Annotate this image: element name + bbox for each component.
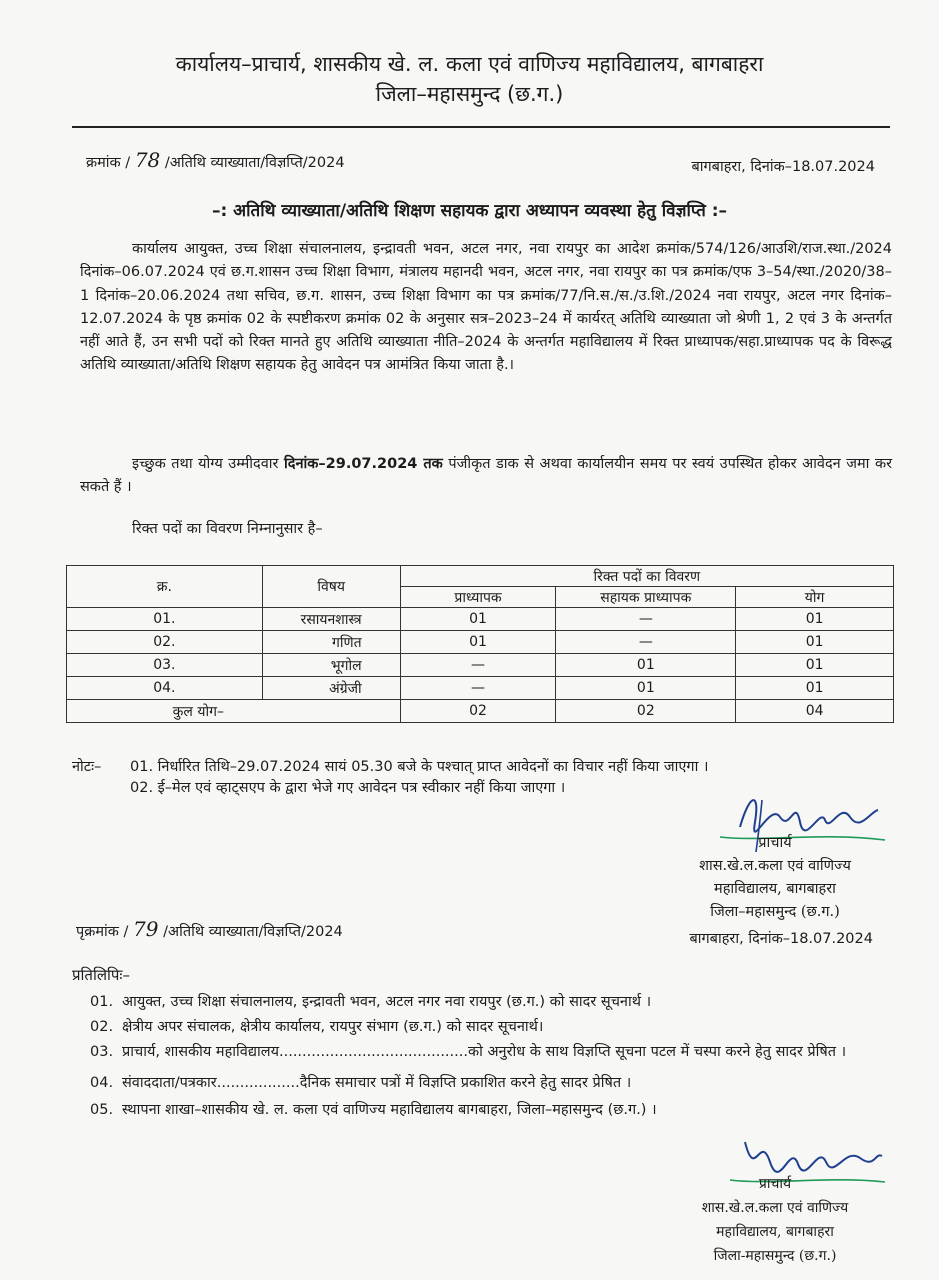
copies-heading: प्रतिलिपिः–	[72, 966, 130, 984]
table-row	[67, 677, 894, 700]
list-item	[90, 990, 895, 1015]
list-item-number: 05.	[90, 1102, 114, 1118]
cell-total: 01	[736, 677, 894, 700]
list-item-text: आयुक्त, उच्च शिक्षा संचालनालय, इन्द्रावती भवन, अटल नगर नवा रायपुर (छ.ग.) को सादर सूचनार्थ ।	[122, 994, 652, 1010]
cell-sno: 03.	[67, 654, 263, 677]
signatory-college: महाविद्यालय, बागबाहरा	[716, 1224, 834, 1240]
cell-subject: अंग्रेजी	[262, 677, 400, 700]
list-item-number: 04.	[90, 1075, 114, 1091]
column-header-asst-professor: सहायक प्राध्यापक	[556, 587, 736, 608]
cell-asst-professor: 01	[556, 677, 736, 700]
notes-block	[72, 757, 708, 799]
header-divider	[72, 126, 890, 128]
table-row	[67, 654, 894, 677]
signatory-district: जिला–महासमुन्द (छ.ग.)	[710, 904, 840, 920]
notice-paragraph-2	[80, 453, 892, 500]
table-header-row	[67, 566, 894, 587]
cell-sum-label: कुल योग–	[67, 700, 401, 723]
signatory-institution: शास.खे.ल.कला एवं वाणिज्य	[699, 858, 851, 874]
column-header-sno: क्र.	[67, 566, 263, 608]
note-2: 02. ई–मेल एवं व्हाट्सएप के द्वारा भेजे गए आवेदन पत्र स्वीकार नहीं किया जाएगा ।	[130, 780, 566, 796]
table-row	[67, 608, 894, 631]
cell-professor: 01	[400, 608, 556, 631]
reference-number-2	[76, 917, 343, 941]
signature-block-1	[660, 832, 890, 924]
notice-title: –: अतिथि व्याख्याता/अतिथि शिक्षण सहायक द्वारा अध्यापन व्यवस्था हेतु विज्ञप्ति :–	[211, 201, 728, 221]
column-header-professor: प्राध्यापक	[400, 587, 556, 608]
office-header-line1: कार्यालय–प्राचार्य, शासकीय खे. ल. कला एवं वाणिज्य महाविद्यालय, बागबाहरा	[175, 52, 764, 76]
application-deadline: दिनांक–29.07.2024 तक	[284, 456, 443, 472]
signatory-title: प्राचार्य	[758, 1176, 792, 1192]
vacancy-intro: रिक्त पदों का विवरण निम्नानुसार है–	[132, 521, 323, 537]
signatory-institution: शास.खे.ल.कला एवं वाणिज्य	[701, 1200, 849, 1216]
table-row	[67, 631, 894, 654]
reference-prefix: क्रमांक /	[86, 155, 131, 171]
cell-subject: गणित	[262, 631, 400, 654]
reference-suffix: /अतिथि व्याख्याता/विज्ञप्ति/2024	[164, 155, 345, 171]
column-header-subject: विषय	[262, 566, 400, 608]
list-item	[90, 1015, 895, 1040]
note-1: 01. निर्धारित तिथि–29.07.2024 सायं 05.30 बजे के पश्चात् प्राप्त आवेदनों का विचार नहीं किया जाएगा ।	[130, 759, 709, 775]
notice-paragraph-1: कार्यालय आयुक्त, उच्च शिक्षा संचालनालय, इन्द्रावती भवन, अटल नगर, नवा रायपुर का आदेश क्रमांक/574/126/आउशि/राज.स्था./2024 दिनांक–06.07.2024 एवं छ.ग.शासन उच्च शिक्षा विभाग, मंत्रालय महानदी भवन, अटल नगर, नवा रायपुर का पत्र क्रमांक/एफ 3–54/स्था./2020/38–1 दिनांक–20.06.2024 तथा सचिव, छ.ग. शासन, उच्च शिक्षा विभाग का पत्र क्रमांक/77/नि.स./स./उ.शि./2024 नवा रायपुर, अटल नगर दिनांक–12.07.2024 के पृष्ठ क्रमांक 02 के स्पष्टीकरण क्रमांक 02 के अनुसार सत्र–2023–24 में कार्यरत् अतिथि व्याख्याता जो श्रेणी 1, 2 एवं 3 के अन्तर्गत नहीं आते हैं, उन सभी पदों को रिक्त मानते हुए अतिथि व्याख्याता नीति–2024 के अन्तर्गत महाविद्यालय में रिक्त प्राध्यापक/सहा.प्राध्यापक पद के विरूद्ध अतिथि व्याख्याता/अतिथि शिक्षण सहायक हेतु आवेदन पत्र आमंत्रित किया जाता है.।	[80, 241, 892, 374]
cell-total: 01	[736, 631, 894, 654]
cell-sno: 02.	[67, 631, 263, 654]
cell-sum-professor: 02	[400, 700, 556, 723]
cell-sum-total: 04	[736, 700, 894, 723]
reference-handwritten-number: 78	[134, 148, 161, 172]
copies-list	[90, 990, 895, 1123]
cell-professor: —	[400, 654, 556, 677]
list-item	[90, 1098, 895, 1123]
cell-total: 01	[736, 654, 894, 677]
cell-sno: 01.	[67, 608, 263, 631]
paragraph-2-intro: इच्छुक तथा योग्य उम्मीदवार	[132, 456, 279, 472]
vacancy-table	[66, 565, 894, 723]
paragraph-2-rest: पंजीकृत डाक से अथवा कार्यालयीन समय पर स्वयं उपस्थित होकर आवेदन जमा कर सकते हैं ।	[80, 456, 893, 496]
cell-subject: रसायनशास्त्र	[262, 608, 400, 631]
signatory-district: जिला-महासमुन्द (छ.ग.)	[713, 1248, 837, 1264]
signatory-college: महाविद्यालय, बागबाहरा	[714, 881, 836, 897]
place-date-2: बागबाहरा, दिनांक–18.07.2024	[689, 931, 873, 947]
cell-professor: —	[400, 677, 556, 700]
cell-asst-professor: 01	[556, 654, 736, 677]
signatory-title: प्राचार्य	[758, 835, 792, 851]
column-group-vacancy: रिक्त पदों का विवरण	[400, 566, 893, 587]
cell-total: 01	[736, 608, 894, 631]
column-header-total: योग	[736, 587, 894, 608]
office-header-line2: जिला–महासमुन्द (छ.ग.)	[375, 82, 564, 106]
list-item-text: स्थापना शाखा–शासकीय खे. ल. कला एवं वाणिज्य महाविद्यालय बागबाहरा, जिला–महासमुन्द (छ.ग.) ।	[122, 1102, 657, 1118]
reference-number-1	[86, 148, 345, 172]
reference-prefix: पृक्रमांक /	[76, 924, 129, 940]
cell-sno: 04.	[67, 677, 263, 700]
cell-asst-professor: —	[556, 631, 736, 654]
list-item-number: 02.	[90, 1019, 114, 1035]
list-item-text: संवाददाता/पत्रकार..................दैनिक समाचार पत्रों में विज्ञप्ति प्रकाशित करने हेतु सादर प्रेषित ।	[122, 1075, 632, 1091]
cell-sum-asst-professor: 02	[556, 700, 736, 723]
cell-professor: 01	[400, 631, 556, 654]
list-item-number: 03.	[90, 1044, 114, 1060]
signature-block-2	[660, 1172, 890, 1268]
notes-label: नोटः–	[72, 759, 102, 775]
place-date-1: बागबाहरा, दिनांक–18.07.2024	[691, 159, 875, 175]
list-item	[90, 1040, 895, 1065]
table-total-row	[67, 700, 894, 723]
reference-handwritten-number: 79	[133, 917, 159, 941]
cell-asst-professor: —	[556, 608, 736, 631]
list-item-text: प्राचार्य, शासकीय महाविद्यालय.........................................को अनुरोध के साथ विज्ञप्ति सूचना पटल में चस्पा करने हेतु सादर प्रेषित ।	[122, 1044, 847, 1060]
list-item-text: क्षेत्रीय अपर संचालक, क्षेत्रीय कार्यालय, रायपुर संभाग (छ.ग.) को सादर सूचनार्थ।	[122, 1019, 544, 1035]
cell-subject: भूगोल	[262, 654, 400, 677]
list-item	[90, 1071, 895, 1096]
list-item-number: 01.	[90, 994, 114, 1010]
reference-suffix: /अतिथि व्याख्याता/विज्ञप्ति/2024	[163, 924, 343, 940]
